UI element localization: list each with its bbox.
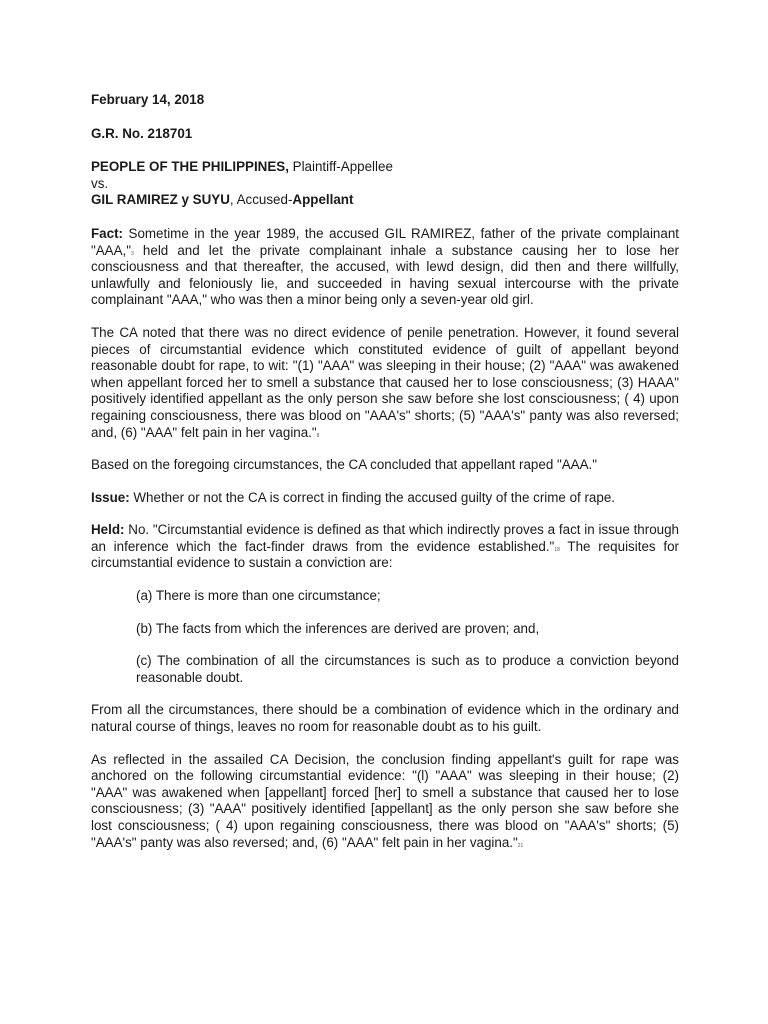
combination-paragraph: From all the circumstances, there should be a combination of evidence which in the ordinary and natural course of things, leaves no room for reasonable doubt as to his guilt. <box>91 702 679 735</box>
accused-line <box>91 192 679 209</box>
plaintiff-role: Plaintiff-Appellee <box>288 159 393 175</box>
ca-noted-paragraph <box>91 325 679 441</box>
case-number: G.R. No. 218701 <box>91 125 193 141</box>
requisite-item: (b) The facts from which the inferences are derived are proven; and, <box>136 620 540 636</box>
fact-text-b: held and let the private complainant inhale a substance causing her to lose her consciousness and that thereafter, the accused, with lewd design, did then and there willfully, unlawfully and feloniously lie, and succeeded in having sexual intercourse with the private complainant "AAA," who was then a minor being only a seven-year old girl. <box>91 242 679 308</box>
issue-text: Whether or not the CA is correct in finding the accused guilty of the crime of rape. <box>129 489 615 505</box>
held-label: Held: <box>91 522 125 538</box>
ca-noted-text: The CA noted that there was no direct evidence of penile penetration. However, it found several pieces of circumstantial evidence which constituted evidence of guilt of appellant beyond reasonable doubt for rape, to wit: "(1) "AAA" was sleeping in their house; (2) "AAA" was awakened when appellant forced her to smell a substance that caused her to lose consciousness; (3) HAAA" positively identified appellant as the only person she saw before she lost consciousness; ( 4) upon regaining consciousness, there was blood on "AAA's" shorts; (5) "AAA's" panty was also reversed; and, (6) "AAA" felt pain in her vagina." <box>91 324 679 440</box>
accused-name: GIL RAMIREZ y SUYU <box>91 192 230 208</box>
document-page <box>91 92 679 851</box>
accused-role-bold: Appellant <box>292 192 354 208</box>
plaintiff-name: PEOPLE OF THE PHILIPPINES, <box>91 159 289 175</box>
issue-paragraph <box>91 490 679 507</box>
footnote-ref: 3 <box>131 250 134 257</box>
requisite-item: (c) The combination of all the circumstances is such as to produce a conviction beyond reasonable doubt. <box>136 653 679 685</box>
versus-text: vs. <box>91 175 109 191</box>
plaintiff-line <box>91 159 679 176</box>
decision-date: February 14, 2018 <box>91 92 205 107</box>
held-text-a: No. "Circumstantial evidence is defined as that which indirectly proves a fact in issue through an inference which the fact-finder draws from the evidence established." <box>91 522 679 554</box>
fact-label: Fact: <box>91 225 123 241</box>
reflected-paragraph <box>91 752 679 852</box>
footnote-ref: 18 <box>554 546 560 553</box>
footnote-ref: 8 <box>316 432 320 439</box>
footnote-ref: 21 <box>517 842 524 849</box>
reflected-text: As reflected in the assailed CA Decision, the conclusion finding appellant's guilt for rape was anchored on the following circumstantial evidence: "(l) "AAA" was sleeping in their house; (2) "AAA" was awakened when [appellant] forced [her] to smell a substance that caused her to lose consciousness; (3) "AAA" positively identified [appellant] as the only person she saw before she lost consciousness; ( 4) upon regaining consciousness, there was blood on "AAA's" shorts; (5) "AAA's" panty was also reversed; and, (6) "AAA" felt pain in her vagina." <box>91 751 679 850</box>
ca-concluded-paragraph: Based on the foregoing circumstances, the CA concluded that appellant raped "AAA." <box>91 457 598 473</box>
fact-text-a: Sometime in the year 1989, the accused GIL RAMIREZ, father of the private complainant "AAA," <box>91 225 679 258</box>
accused-role: , Accused- <box>229 192 293 208</box>
requisite-item: (a) There is more than one circumstance; <box>136 588 381 604</box>
held-text-b: The requisites for circumstantial evidence to sustain a conviction are: <box>91 538 679 571</box>
fact-paragraph <box>91 226 679 309</box>
held-paragraph <box>91 522 679 572</box>
issue-label: Issue: <box>91 489 130 505</box>
